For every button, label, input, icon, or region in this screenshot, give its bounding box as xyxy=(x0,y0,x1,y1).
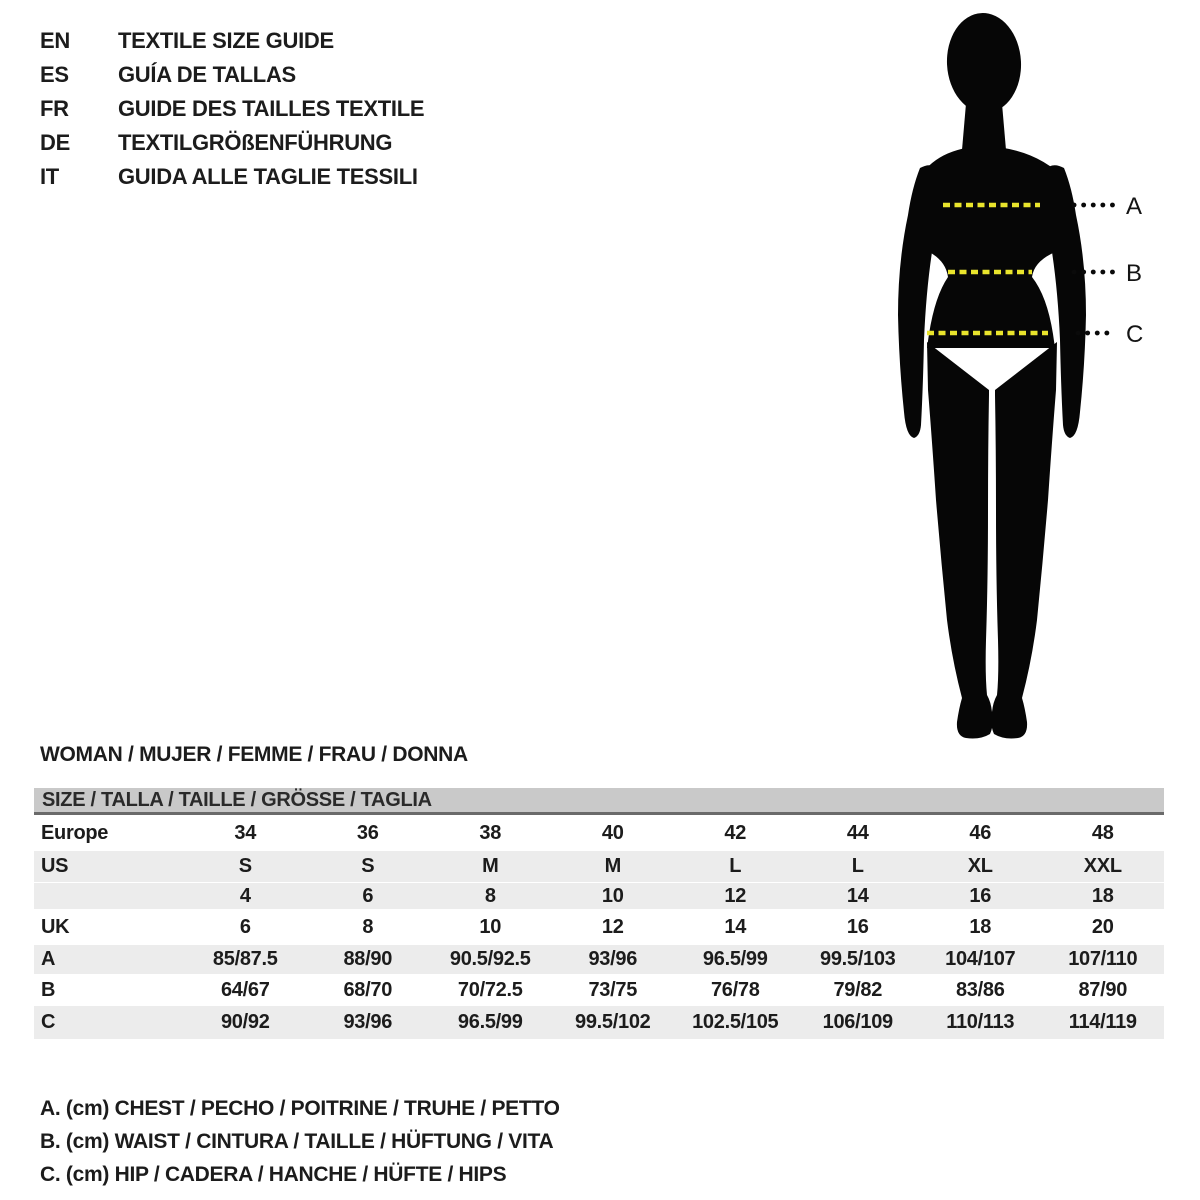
legend-line-waist: B. (cm) WAIST / CINTURA / TAILLE / HÜFTUNG / VITA xyxy=(40,1129,554,1153)
language-row-de xyxy=(40,126,424,160)
table-cell: L xyxy=(851,855,864,877)
table-cell: 6 xyxy=(239,915,251,938)
table-cell: XL xyxy=(967,855,993,877)
table-cell: S xyxy=(361,855,375,877)
table-cell: 93/96 xyxy=(588,948,638,970)
table-cell: 36 xyxy=(356,821,379,844)
measurement-figure xyxy=(890,0,1160,745)
table-cell: 87/90 xyxy=(1078,978,1128,1001)
language-row-en xyxy=(40,24,424,58)
table-cell: 104/107 xyxy=(945,948,1016,970)
table-cell: 14 xyxy=(724,915,747,938)
table-row-europe xyxy=(34,815,1164,851)
table-cell: 114/119 xyxy=(1068,1011,1137,1033)
table-cell: 102.5/105 xyxy=(692,1011,779,1033)
table-row-waist-b xyxy=(34,974,1164,1006)
table-cell: 34 xyxy=(234,821,257,844)
table-cell: 6 xyxy=(362,884,374,907)
table-cell: 70/72.5 xyxy=(457,978,523,1001)
table-cell: 10 xyxy=(601,884,624,907)
table-row-us-letters xyxy=(34,851,1164,883)
row-label: US xyxy=(41,855,69,877)
silhouette-right-leg xyxy=(991,342,1057,739)
table-cell: 44 xyxy=(846,821,869,844)
language-row-it xyxy=(40,160,424,194)
row-label: B xyxy=(41,978,56,1001)
table-cell: 93/96 xyxy=(343,1011,393,1033)
language-row-fr xyxy=(40,92,424,126)
table-cell: S xyxy=(238,855,252,877)
language-row-es xyxy=(40,58,424,92)
table-cell: M xyxy=(482,855,499,877)
table-row-hip-c xyxy=(34,1006,1164,1039)
table-cell: 10 xyxy=(479,915,502,938)
size-table-header: SIZE / TALLA / TAILLE / GRÖSSE / TAGLIA xyxy=(34,788,1164,815)
table-cell: 12 xyxy=(601,915,624,938)
measurement-legend xyxy=(40,1092,560,1191)
table-cell: 16 xyxy=(846,915,869,938)
size-table xyxy=(34,788,1164,1039)
table-cell: 96.5/99 xyxy=(457,1011,523,1033)
table-row-chest-a xyxy=(34,945,1164,974)
table-cell: 42 xyxy=(724,821,747,844)
table-row-us-numbers xyxy=(34,883,1164,909)
table-cell: 64/67 xyxy=(220,978,270,1001)
row-label: A xyxy=(41,948,56,970)
table-cell: 14 xyxy=(846,884,869,907)
silhouette-neck xyxy=(962,92,1006,150)
table-cell: 18 xyxy=(1091,884,1114,907)
table-cell: 85/87.5 xyxy=(212,948,278,970)
legend-line-chest: A. (cm) CHEST / PECHO / POITRINE / TRUHE / PETTO xyxy=(40,1096,560,1120)
woman-silhouette-graphic xyxy=(890,0,1160,745)
table-cell: 110/113 xyxy=(946,1011,1015,1033)
table-row-uk xyxy=(34,909,1164,945)
language-title: TEXTILE SIZE GUIDE xyxy=(118,28,334,53)
table-cell: 96.5/99 xyxy=(702,948,768,970)
table-cell: 90.5/92.5 xyxy=(449,948,531,970)
marker-label-a: A xyxy=(1126,193,1143,220)
table-cell: 88/90 xyxy=(343,948,393,970)
language-title: GUIDA ALLE TAGLIE TESSILI xyxy=(118,164,418,189)
language-title: GUÍA DE TALLAS xyxy=(118,62,296,87)
language-title: TEXTILGRÖßENFÜHRUNG xyxy=(118,130,393,155)
table-cell: 90/92 xyxy=(220,1011,270,1033)
table-cell: 99.5/103 xyxy=(820,948,896,970)
table-cell: M xyxy=(604,855,621,877)
table-cell: 48 xyxy=(1091,821,1114,844)
table-cell: 46 xyxy=(969,821,992,844)
marker-label-b: B xyxy=(1126,260,1143,287)
table-cell: 8 xyxy=(484,884,496,907)
table-cell: 38 xyxy=(479,821,502,844)
silhouette-left-leg xyxy=(927,342,993,739)
table-cell: 12 xyxy=(724,884,747,907)
row-label: Europe xyxy=(41,821,109,844)
table-cell: XXL xyxy=(1083,855,1122,877)
row-label: C xyxy=(41,1011,56,1033)
table-cell: L xyxy=(729,855,742,877)
marker-label-c: C xyxy=(1126,321,1144,348)
row-label: UK xyxy=(41,915,70,938)
table-cell: 40 xyxy=(601,821,624,844)
table-cell: 73/75 xyxy=(588,978,638,1001)
language-code: IT xyxy=(40,164,59,189)
table-cell: 20 xyxy=(1091,915,1114,938)
table-cell: 8 xyxy=(362,915,374,938)
language-code: FR xyxy=(40,96,69,121)
table-cell: 16 xyxy=(969,884,992,907)
language-title: GUIDE DES TAILLES TEXTILE xyxy=(118,96,425,121)
table-cell: 79/82 xyxy=(833,978,883,1001)
language-code: ES xyxy=(40,62,69,87)
table-cell: 107/110 xyxy=(1068,948,1138,970)
gender-heading: WOMAN / MUJER / FEMME / FRAU / DONNA xyxy=(40,743,468,766)
legend-line-hip: C. (cm) HIP / CADERA / HANCHE / HÜFTE / HIPS xyxy=(40,1162,507,1186)
table-cell: 106/109 xyxy=(822,1011,893,1033)
table-cell: 68/70 xyxy=(343,978,393,1001)
table-cell: 4 xyxy=(239,884,251,907)
table-cell: 99.5/102 xyxy=(575,1011,651,1033)
language-code: EN xyxy=(40,28,70,53)
table-cell: 18 xyxy=(969,915,992,938)
table-cell: 83/86 xyxy=(955,978,1005,1001)
table-cell: 76/78 xyxy=(710,978,760,1001)
language-title-list xyxy=(40,24,424,194)
language-code: DE xyxy=(40,130,70,155)
